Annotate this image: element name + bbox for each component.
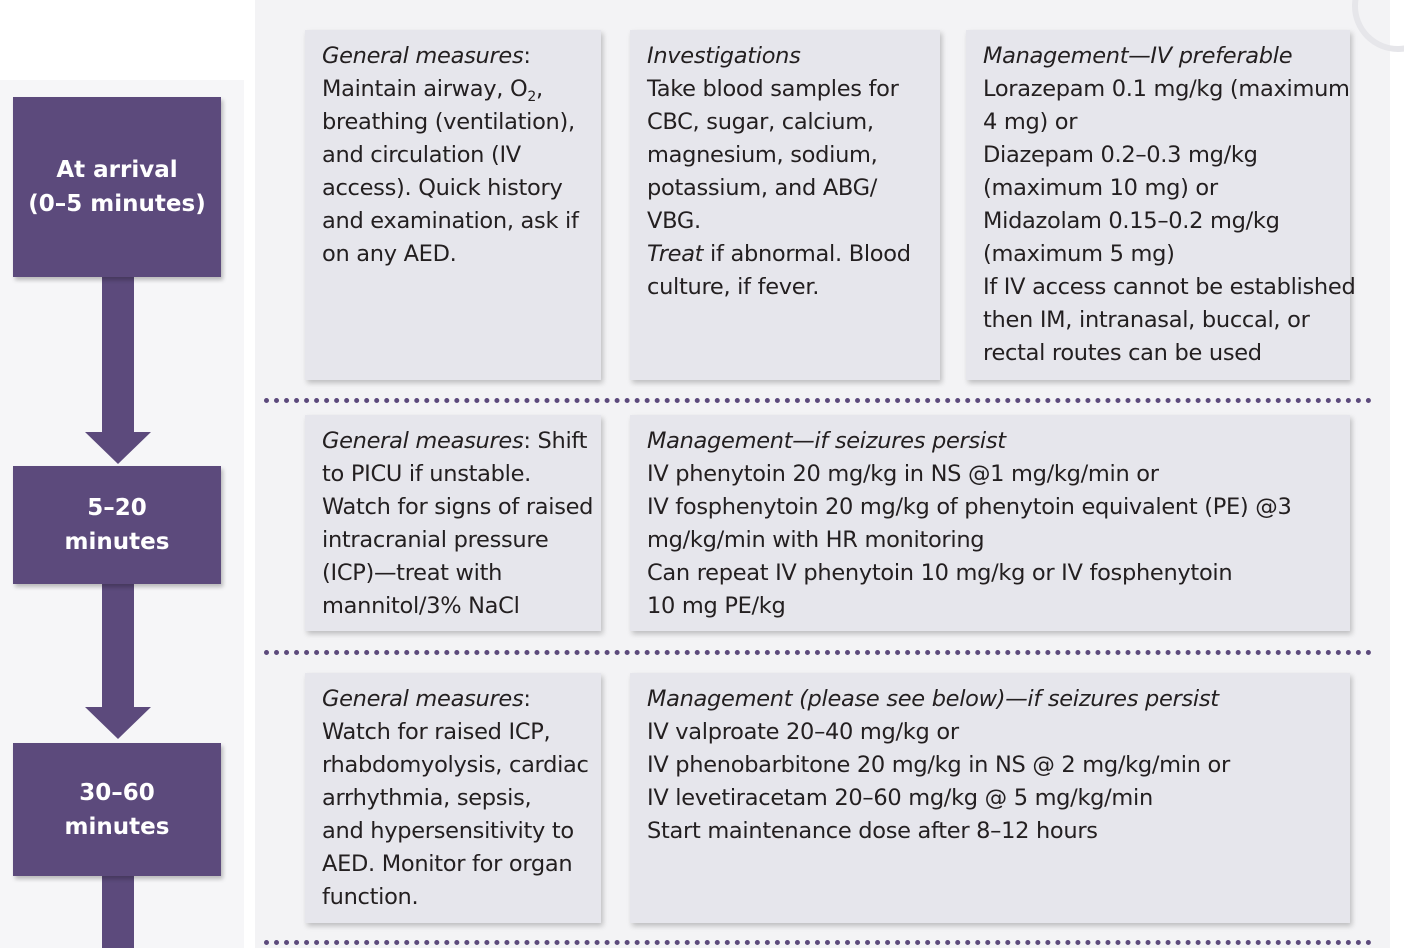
card-line: rhabdomyolysis, cardiac [322,752,589,778]
card-management-persist [630,415,1350,631]
card-line: Midazolam 0.15–0.2 mg/kg [983,208,1280,234]
card-line: arrhythmia, sepsis, [322,785,532,811]
card-line: mannitol/3% NaCl [322,593,520,619]
card-line: (maximum 5 mg) [983,241,1175,267]
arrow-shaft-2 [102,582,134,710]
card-line: IV valproate 20–40 mg/kg or [647,719,959,745]
card-line: then IM, intranasal, buccal, or [983,307,1310,333]
card-line: Treat if abnormal. Blood [647,241,911,267]
card-line: (ICP)—treat with [322,560,503,586]
stage-30-60-minutes: 30–60 minutes [13,743,221,876]
card-line: 10 mg PE/kg [647,593,786,619]
card-general-measures-arrival [305,30,601,380]
card-management-iv [966,30,1356,380]
card-line: magnesium, sodium, [647,142,878,168]
card-line: Watch for signs of raised [322,494,594,520]
arrow-down-icon [85,707,151,739]
card-heading: General measures: [322,43,531,69]
card-line: Lorazepam 0.1 mg/kg (maximum [983,76,1350,102]
card-line: CBC, sugar, calcium, [647,109,874,135]
card-line: function. [322,884,419,910]
card-line: 4 mg) or [983,109,1078,135]
card-line: intracranial pressure [322,527,549,553]
card-line: on any AED. [322,241,457,267]
card-heading: General measures: [322,686,531,712]
dotted-divider [264,398,1372,403]
arrow-shaft-1 [102,276,134,436]
card-general-measures-30-60 [305,673,601,923]
card-line: Take blood samples for [647,76,899,102]
card-line: Maintain airway, $O_2$, [322,76,543,105]
card-line: IV phenobarbitone 20 mg/kg in NS @ 2 mg/kg/min or [647,752,1230,778]
card-line: (maximum 10 mg) or [983,175,1218,201]
card-heading: General measures: Shift [322,428,588,454]
stage-5-20-minutes: 5–20 minutes [13,466,221,584]
card-line: and examination, ask if [322,208,579,234]
card-line: Start maintenance dose after 8–12 hours [647,818,1098,844]
card-line: IV phenytoin 20 mg/kg in NS @1 mg/kg/min or [647,461,1159,487]
card-line: breathing (ventilation), [322,109,575,135]
card-heading: Management—IV preferable [983,43,1293,69]
card-management-please-see-below [630,673,1350,923]
card-line: VBG. [647,208,701,234]
card-line: Diazepam 0.2–0.3 mg/kg [983,142,1258,168]
card-line: AED. Monitor for organ [322,851,573,877]
arrow-down-icon [85,432,151,464]
card-investigations [630,30,940,380]
card-line: IV levetiracetam 20–60 mg/kg @ 5 mg/kg/min [647,785,1153,811]
card-line: culture, if fever. [647,274,820,300]
card-line: If IV access cannot be established [983,274,1356,300]
arrow-shaft-3 [102,874,134,948]
card-heading: Management—if seizures persist [647,428,1006,454]
dotted-divider [264,940,1372,945]
card-heading: Investigations [647,43,801,69]
card-general-measures-5-20 [305,415,601,631]
card-line: Can repeat IV phenytoin 10 mg/kg or IV fosphenytoin [647,560,1233,586]
card-line: access). Quick history [322,175,563,201]
stage-at-arrival: At arrival (0–5 minutes) [13,97,221,277]
card-line: to PICU if unstable. [322,461,531,487]
card-line: IV fosphenytoin 20 mg/kg of phenytoin equivalent (PE) @3 [647,494,1292,520]
card-heading: Management (please see below)—if seizures persist [647,686,1219,712]
card-line: Watch for raised ICP, [322,719,551,745]
dotted-divider [264,650,1372,655]
card-line: and hypersensitivity to [322,818,574,844]
card-line: and circulation (IV [322,142,521,168]
card-line: potassium, and ABG/ [647,175,878,201]
card-line: mg/kg/min with HR monitoring [647,527,985,553]
card-line: rectal routes can be used [983,340,1262,366]
